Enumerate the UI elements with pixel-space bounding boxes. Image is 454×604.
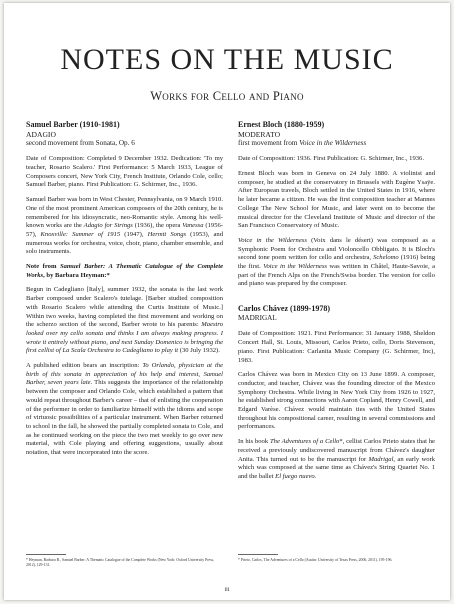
bloch-biography: Ernest Bloch was born in Geneva on 24 July 1880. A violinist and composer, he studied at the conservatory in Brussels with Eugène Ysaÿe. After European travels, Bloch settled in the United States in 1916, where he later became a citizen. He was the first composition teacher at Mannes College The New School for Music, and later went on to become the musical director for the Cleveland Institute of Music and director of the San Francisco Conservatory of Music. (238, 170, 435, 230)
bloch-composition-details: Date of Composition: 1936. First Publication: G. Schirmer, Inc., 1936. (238, 155, 424, 163)
page-title: NOTES ON THE MUSIC (60, 43, 394, 76)
barber-composition-details: Date of Composition: Completed 9 December 1932. Dedication: 'To my teacher, Rosario Scalero.' First Performance: 5 March 1933, League of Composers concert, New York City, French Institute, Orlando Cole, cello; Samuel Barber, piano. First Publication: G. Schirmer, Inc., 1936. (26, 155, 223, 189)
movement-barber: second movement from Sonata, Op. 6 (26, 138, 135, 147)
footnote-right: * Prieto, Carlos, The Adventures of a Cello (Austin: University of Texas Press, 2006, 2011), 195-196. (238, 558, 393, 562)
page-subtitle: Works for Cello and Piano (150, 89, 304, 103)
chavez-biography: Carlos Chávez was born in Mexico City on 13 June 1899. A composer, conductor, and teacher, Chávez was the founding director of the Mexico Symphony Orchestra. While living in New York City from 1926 to 1927, he established strong connections with Aaron Copland, Henry Cowell, and Edgard Varèse. Chávez would maintain ties with the United States throughout his compositional career, resulting in several commissions and performances. (238, 371, 435, 431)
footnote-left: * Heyman, Barbara B., Samuel Barber: A Thematic Catalogue of the Complete Works (New York: Oxford University Press, 2012), 129-131. (26, 558, 215, 567)
barber-note-paragraph-1: Begun in Cadegliano [Italy], summer 1932, the sonata is the last work Barber composed under Scalero's tutelage. [Barber studied composition with Rosario Scalero while attending the Curtis Institute of Music.] Within two weeks, having completed the first movement and working on the scherzo section of the second, Barber wrote to his parents: Maestro looked over my cello sonata and thinks I am always making progress. I wrote it entirely without piano, and next Sunday Domenico is bringing the first cellist of La Scala Orchestra to Cadegliano to play it (30 July 1932). (26, 286, 223, 355)
right-column (238, 120, 435, 488)
tempo-bloch: MODERATO (238, 129, 281, 139)
chavez-work-notes: In his book The Adventures of a Cello*, cellist Carlos Prieto states that he received a previously undiscovered manuscript from Chávez's daughter Anita. This turned out to be the manuscript for Madrigal, an early work which was composed at the same time as Chávez's String Quartet No. 1 and the ballet El fuego nuevo. (238, 438, 435, 480)
composer-heading-bloch: Ernest Bloch (1880-1959) (238, 120, 325, 129)
chavez-composition-details: Date of Composition: 1921. First Performance: 31 January 1988, Sheldon Concert Hall, St. Louis, Missouri, Carlos Prieto, cello, Doris Stevenson, piano. First Publication: Carlanita Music Company (G. Schirmer, Inc), 1983. (238, 330, 435, 364)
barber-biography: Samuel Barber was born in West Chester, Pennsylvania, on 9 March 1910. One of the most prominent American composers of the 20th century, he is remembered for his idiosyncratic, neo-Romantic style. Among his well-known works are the Adagio for Strings (1936), the opera Vanessa (1956-57), Knoxville: Summer of 1915 (1947), Hermit Songs (1953), and numerous works for orchestra, voice, choir, piano, chamber ensemble, and solo instruments. (26, 196, 224, 256)
footnote-divider-right (238, 554, 278, 555)
footnote-divider-left (26, 554, 66, 555)
note-heading: Note from Samuel Barber: A Thematic Catalogue of the Complete Works, by Barbara Heyman:* (26, 263, 223, 279)
document-page (4, 3, 450, 600)
page-number: iii (224, 587, 230, 593)
bloch-work-notes: Voice in the Wilderness (Voix dans le désert) was composed as a Symphonic Poem for Orchestra and Violoncello Obbligato. It is Bloch's second tone poem written for cello and orchestra, Schelomo (1916) being the first. Voice in the Wilderness was written in Châtel, Haute-Savoie, a part of the French Alps on the French/Swiss border. The version for cello and piano was prepared by the composer. (238, 236, 435, 288)
tempo-barber: ADAGIO (26, 129, 56, 139)
barber-note-paragraph-2: A published edition bears an inscription: To Orlando, physician at the birth of this sonata in appreciation of his help and interest, Samuel Barber, seven years late. This suggests the importance of the relationship between the composer and Orlando Cole, which established a pattern that would repeat throughout Barber's career – that of enlisting the cooperation of the performer in order to familiarize himself with the idioms and scope of virtuosic possibilities of a particular instrument. When Barber returned to school in the fall, he showed the partially completed sonata to Cole, and as he continued working on the piece the two met weekly to go over new material, with Cole playing and offering suggestions, usually about notation, that were incorporated into the score. (26, 362, 223, 457)
movement-bloch: first movement from Voice in the Wilderness (238, 138, 367, 147)
composer-heading-chavez: Carlos Chávez (1899-1978) (238, 304, 330, 314)
composer-heading-barber: Samuel Barber (1910-1981) (26, 120, 120, 129)
left-column (26, 120, 223, 464)
tempo-chavez: MADRIGAL (238, 313, 277, 322)
